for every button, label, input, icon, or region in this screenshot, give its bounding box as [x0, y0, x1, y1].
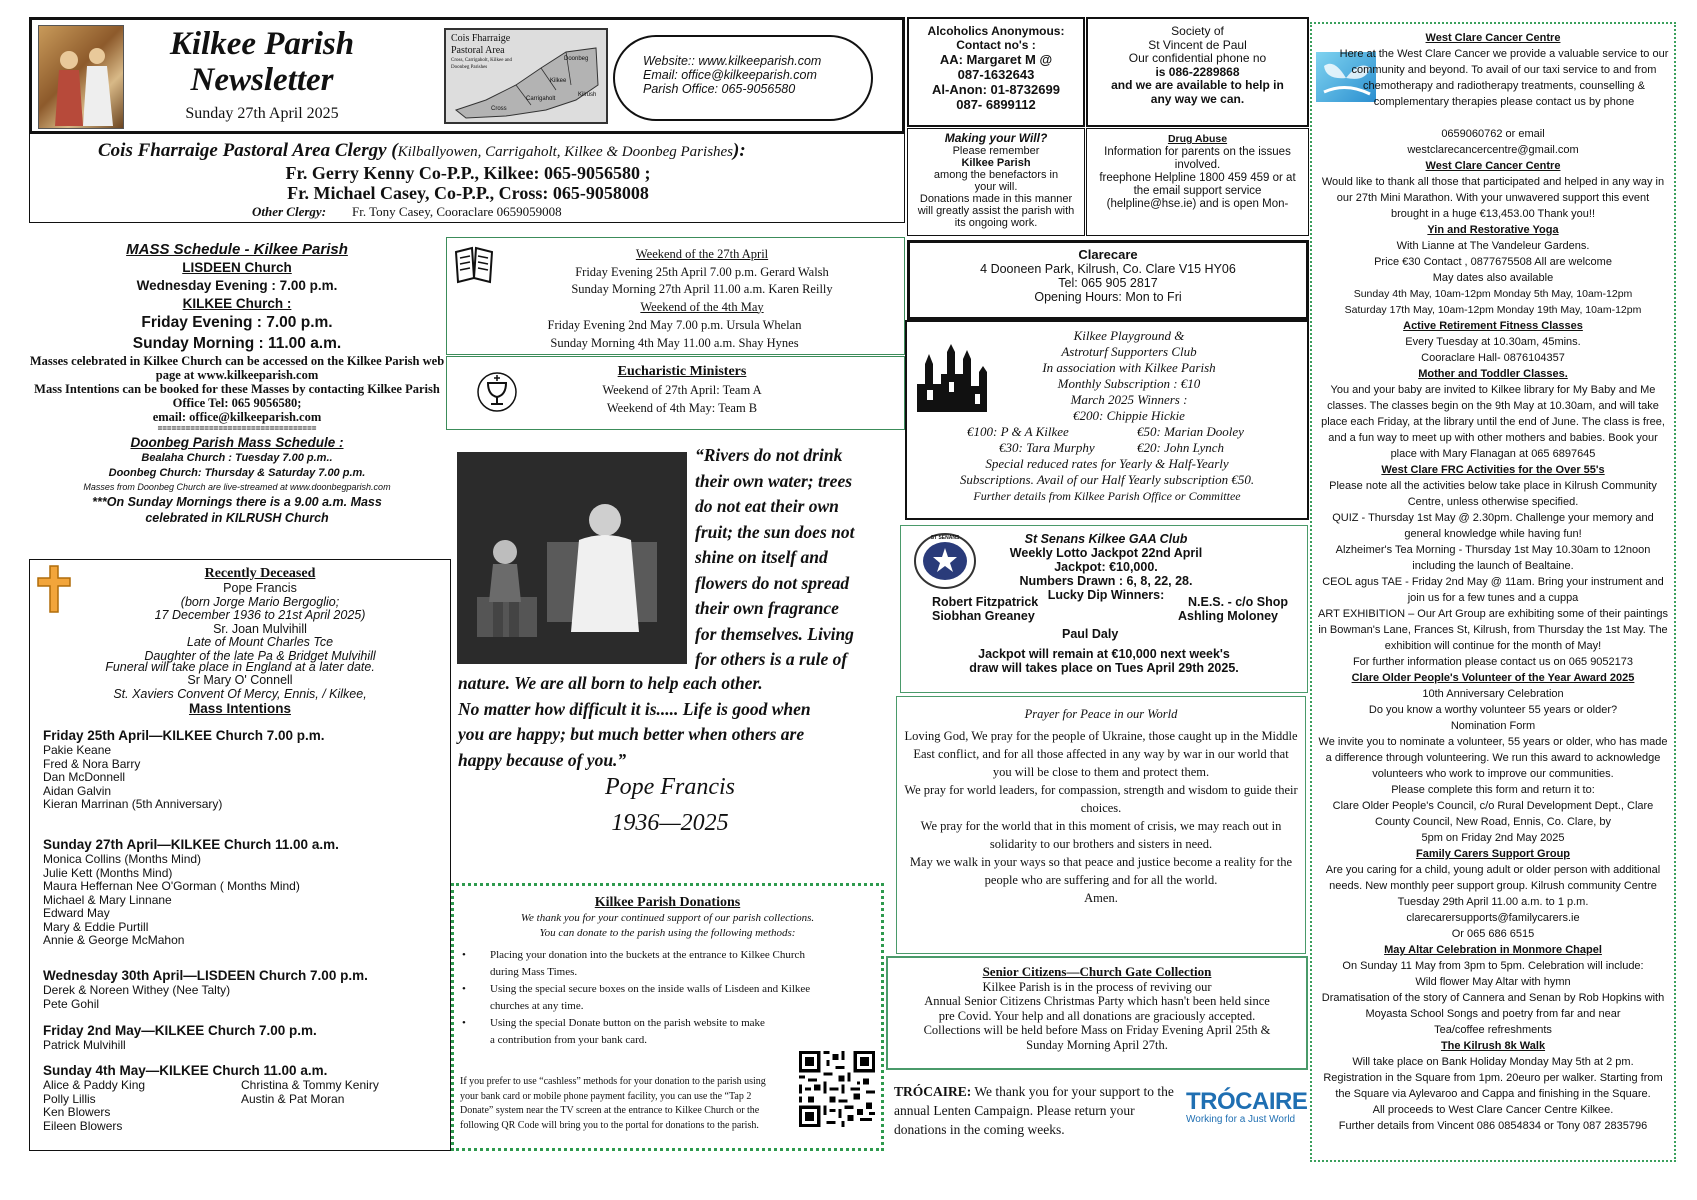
volunteer-line7: 5pm on Friday 2nd May 2025 [1421, 832, 1565, 844]
frc-title: West Clare FRC Activities for the Over 55's [1381, 464, 1605, 476]
playground-winner: €100: P & A Kilkee [967, 424, 1069, 439]
other-clergy: Other Clergy: Fr. Tony Casey, Cooraclare 0659059008 [252, 204, 562, 219]
mass-note-2: Mass Intentions can be booked for these Masses by contacting Kilkee Parish Office Tel: 065 9056580; [34, 382, 440, 410]
senior-line5: Sunday Morning April 27th. [1026, 1037, 1168, 1052]
prayer-title: Prayer for Peace in our World [1024, 707, 1178, 721]
intentions-group-3: Wednesday 30th April—LISDEEN Church 7.00 p.m. Derek & Noreen Withey (Nee Talty) Pete Gohil [43, 968, 368, 1011]
intention-name: Annie & George McMahon [43, 933, 185, 947]
trocaire-text: TRÓCAIRE: We thank you for your support to the annual Lenten Campaign. Please return your donations in the coming weeks. [894, 1084, 1174, 1137]
intention-name: Ken Blowers [43, 1105, 111, 1119]
intentions-group-2: Sunday 27th April—KILKEE Church 11.00 a.m. Monica Collins (Months Mind) Julie Kett (Months Mind) Maura Heffernan Nee O'Gorman ( Months Mind) Michael & Mary Linnane Edward May Mary & Eddie Purtill Annie & George McMahon [43, 837, 339, 947]
playground-winner: €50: Marian Dooley [1137, 424, 1244, 439]
playground-line4: Monthly Subscription : €10 [1057, 376, 1201, 391]
intention-name: Michael & Mary Linnane [43, 892, 172, 907]
volunteer-title: Clare Older People's Volunteer of the Year Award 2025 [1351, 672, 1635, 684]
donations-intro-2: You can donate to the parish using the following methods: [539, 927, 796, 939]
senior-line2: Annual Senior Citizens Christmas Party which hasn't been held since [924, 994, 1270, 1008]
will-line2: Please remember [952, 145, 1040, 157]
deceased-2-line1: Late of Mount Charles Tce [186, 635, 334, 649]
mass-schedule [29, 240, 445, 526]
prayer-p4: May we walk in your ways so that peace and justice become a reality for the people who are suffering and for all the world. [909, 855, 1293, 887]
intention-name: Edward May [43, 906, 110, 920]
aa-line5: Al-Anon: 01-8732699 [932, 82, 1060, 97]
gaa-line2: Weekly Lotto Jackpot 22nd April [1009, 546, 1203, 560]
yoga-line1: With Lianne at The Vandeleur Gardens. [1396, 240, 1590, 252]
playground-winner: €20: John Lynch [1137, 440, 1224, 455]
donations-footer: If you prefer to use “cashless” methods for your donation to the parish using your bank card or mobile phone payment facility, you can use the “Tap 2 Donate” system near the TV screen at the entrance to Kilkee Church or the following QR Code will bring you to the portal for donations to the parish. [460, 1076, 766, 1131]
kilkee-sunday: Sunday Morning : 11.00 a.m. [132, 335, 342, 352]
gaa-winner: Robert Fitzpatrick [932, 595, 1039, 609]
frc-line1: Please note all the activities below take place in Kilrush Community Centre, unless otherwise specified. [1329, 480, 1657, 508]
gaa-winner: Siobhan Greaney [932, 609, 1035, 623]
deceased-2-name: Sr. Joan Mulvihill [213, 621, 307, 636]
deceased-3-name: Sr Mary O' Connell [187, 673, 293, 687]
svp-line2: St Vincent de Paul [1148, 37, 1247, 52]
quote-author: Pope Francis [605, 774, 735, 800]
drug-title: Drug Abuse [1167, 133, 1228, 145]
senior-title: Senior Citizens—Church Gate Collection [982, 964, 1212, 979]
mother-toddler-title: Mother and Toddler Classes. [1418, 368, 1568, 380]
will-box [907, 128, 1085, 236]
walk-line3: All proceeds to West Clare Cancer Centre Kilkee. [1372, 1104, 1614, 1116]
office-phone: Parish Office: 065-9056580 [643, 82, 796, 96]
ministers-title: Eucharistic Ministers [617, 364, 747, 379]
aa-line3: AA: Margaret M @ [939, 52, 1053, 67]
readers-week1-line1: Friday Evening 25th April 7.00 p.m. Gerard Walsh [575, 264, 829, 279]
aa-box [907, 17, 1085, 127]
yoga-line5: Saturday 17th May, 10am-12pm Monday 19th May, 10am-12pm [1344, 304, 1642, 316]
intention-name: Julie Kett (Months Mind) [43, 865, 173, 880]
doonbeg-1: Bealaha Church : Tuesday 7.00 p.m.. [141, 452, 333, 464]
carers-phone: Or 065 686 6515 [1451, 928, 1535, 940]
map-label-carrigaholt: Carrigaholt [526, 96, 556, 102]
readers-box [446, 237, 905, 355]
intention-name: Dan McDonnell [43, 770, 126, 784]
senior-line1: Kilkee Parish is in the process of reviving our [982, 979, 1212, 994]
intention-name: Alice & Paddy King [43, 1078, 146, 1092]
deceased-2-line2: Daughter of the late Pa & Bridget Mulvihill [144, 648, 376, 663]
intention-name: Eileen Blowers [43, 1118, 123, 1133]
readers-week2-title: Weekend of the 4th May [640, 299, 764, 314]
volunteer-line4: We invite you to nominate a volunteer, 55 years or older, who has made a difference through volunteering. We run this award to acknowledge volunteers who work to improve our communities. [1318, 736, 1668, 780]
donations-intro-1: We thank you for your continued support of our parish collections. [520, 912, 815, 924]
deceased-box [29, 559, 451, 1151]
frc-line5: ART EXHIBITION – Our Art Group are exhibiting some of their paintings in Bowman's Lane, Frances St, Kilrush, from Thursday the 1st May. The exhibition will continue for the month of May! [1318, 608, 1668, 652]
senior-line3: pre Covid. Your help and all donations are graciously accepted. [938, 1008, 1256, 1023]
wccc-title: West Clare Cancer Centre [1425, 32, 1561, 44]
altar-line4: Tea/coffee refreshments [1434, 1024, 1552, 1036]
doonbeg-4: ***On Sunday Mornings there is a 9.00 a.m. Mass [92, 495, 382, 509]
map-label-cross: Cross [491, 106, 507, 112]
playground-line3: In association with Kilkee Parish [1042, 360, 1216, 375]
volunteer-line3: Nomination Form [1450, 720, 1536, 732]
lisdeen-heading: LISDEEN Church [182, 260, 292, 275]
fitness-line1: Every Tuesday at 10.30am, 45mins. [1405, 336, 1581, 348]
pastoral-area-map [444, 28, 608, 124]
drug-box [1086, 128, 1309, 236]
chalice-icon [477, 371, 517, 418]
gaa-winner: Ashling Moloney [1178, 609, 1278, 623]
gaa-line7: draw will takes place on Tues April 29th 2025. [969, 661, 1239, 675]
svp-line3: Our confidential phone no [1128, 51, 1267, 65]
deceased-1-name: Pope Francis [223, 581, 297, 595]
will-line1: Making your Will? [944, 131, 1048, 145]
aa-line2: Contact no's : [956, 38, 1036, 52]
intention-name: Maura Heffernan Nee O'Gorman ( Months Mind) [43, 879, 300, 893]
altar-line3: Dramatisation of the story of Cannera and Senan by Rob Hopkins with Moyasta School Songs and poetry from far and near [1321, 992, 1665, 1020]
clarecare-title: Clarecare [1078, 247, 1138, 262]
altar-title: May Altar Celebration in Monmore Chapel [1384, 944, 1602, 956]
readers-week1-title: Weekend of the 27th April [635, 247, 769, 261]
aa-line6: 087- 6899112 [956, 97, 1036, 112]
clarecare-line3: Opening Hours: Mon to Fri [1034, 290, 1182, 304]
kilkee-friday: Friday Evening : 7.00 p.m. [141, 314, 333, 331]
donation-method: • Using the special secure boxes on the inside walls of Lisdeen and Kilkee churches at any time. [462, 983, 811, 1012]
walk-line2: Registration in the Square from 1pm. 20euro per walker. Starting from the Square via Aylevaroo and Cappa and finishing in the Square. [1323, 1072, 1663, 1100]
mass-note-1: Masses celebrated in Kilkee Church can be accessed on the Kilkee Parish web page at www.kilkeeparish.com [29, 354, 445, 382]
gaa-box [900, 525, 1308, 693]
svp-line5: and we are available to help in [1111, 78, 1284, 92]
prayer-p3: We pray for the world that in this moment of crisis, we may reach out in solidarity to our brothers and sisters in need. [920, 819, 1282, 851]
map-title-1: Cois Fharraige [451, 33, 511, 44]
map-caption: Cross, Carrigaholt, Kilkee and Doonbeg Parishes [451, 58, 512, 70]
carers-email[interactable]: clarecarersupports@familycarers.ie [1406, 912, 1580, 924]
senior-line4: Collections will be held before Mass on Friday Evening April 25th & [923, 1023, 1271, 1037]
quote-years: 1936—2025 [611, 810, 729, 836]
doonbeg-3: Masses from Doonbeg Church are live-streamed at www.doonbegparish.com [83, 482, 391, 492]
prayer-p5: Amen. [1084, 891, 1118, 905]
trocaire-logo: TRÓCAIRE Working for a Just World [1186, 1088, 1308, 1125]
gaa-badge-text: ST SENANS [930, 535, 960, 541]
clarecare-line1: 4 Dooneen Park, Kilrush, Co. Clare V15 HY06 [980, 262, 1236, 276]
deceased-2-line3: Funeral will take place in England at a later date. [105, 660, 375, 674]
volunteer-line6: Clare Older People's Council, c/o Rural Development Dept., Clare County Council, New Road, Ennis, Co. Clare, by [1332, 800, 1654, 828]
intention-name: Derek & Noreen Withey (Nee Talty) [43, 983, 231, 997]
fitness-line2: Cooraclare Hall- 0876104357 [1421, 352, 1565, 364]
will-line5: your will. [974, 181, 1018, 193]
wccc-p1: Here at the West Clare Cancer we provide a valuable service to our community and beyond. To avail of our taxi service to and from chemotherapy and radiotherapy treatments, counselling & complementary therapies please contact us by phone [1339, 48, 1669, 108]
intention-name: Pete Gohil [43, 996, 100, 1011]
playground-line2: Astroturf Supporters Club [1061, 344, 1197, 359]
quote-text-full: nature. We are all born to help each other. No matter how difficult it is..... Life is good when you are happy; but much better when others are happy because of you.” [458, 673, 811, 770]
frc-line3: Alzheimer's Tea Morning - Thursday 1st May 10.30am to 12noon including the launch of Bealtaine. [1335, 544, 1651, 572]
volunteer-line5: Please complete this form and return it to: [1391, 784, 1595, 796]
volunteer-line2: Do you know a worthy volunteer 55 years or older? [1368, 704, 1618, 716]
clergy-line-2: Fr. Michael Casey, Co-P.P., Cross: 065-9058008 [287, 183, 649, 203]
ministers-box [446, 356, 905, 430]
volunteer-line1: 10th Anniversary Celebration [1422, 688, 1564, 700]
will-line3: Kilkee Parish [961, 157, 1031, 169]
readers-week2-line1: Friday Evening 2nd May 7.00 p.m. Ursula Whelan [547, 318, 802, 332]
senior-box [886, 956, 1308, 1070]
quote-text-right: “Rivers do not drink their own water; trees do not eat their own fruit; the sun does not shine on itself and flowers do not spread their own fragrance for themselves. Living for others is a rule of [695, 445, 855, 669]
doonbeg-title: Doonbeg Parish Mass Schedule : [130, 435, 344, 450]
frc-line4: CEOL agus TAE - Friday 2nd May @ 11am. Bring your instrument and join us for a few tunes and a cuppa [1322, 576, 1664, 604]
prayer-box [896, 696, 1306, 954]
frc-line6: For further information please contact us on 065 9052173 [1352, 656, 1634, 668]
yoga-title: Yin and Restorative Yoga [1427, 224, 1559, 236]
wccc-box [1310, 22, 1676, 1162]
yoga-line3: May dates also available [1432, 272, 1554, 284]
ministers-line2: Weekend of 4th May: Team B [606, 401, 758, 415]
clergy-line-1: Fr. Gerry Kenny Co-P.P., Kilkee: 065-9056580 ; [285, 163, 651, 183]
gaa-line4: Numbers Drawn : 6, 8, 22, 28. [1019, 574, 1193, 588]
wccc-title-2: West Clare Cancer Centre [1425, 160, 1561, 172]
playground-line9: Special reduced rates for Yearly & Half-Yearly [985, 456, 1229, 471]
gaa-line3: Jackpot: €10,000. [1054, 560, 1158, 574]
intention-name: Austin & Pat Moran [241, 1091, 345, 1106]
wccc-phone: 0659060762 or email [1441, 128, 1545, 140]
altar-line2: Wild flower May Altar with hymn [1415, 976, 1571, 988]
readers-week2-line2: Sunday Morning 4th May 11.00 a.m. Shay Hynes [550, 335, 799, 350]
intention-name: Polly Lillis [43, 1091, 96, 1106]
mass-schedule-title: MASS Schedule - Kilkee Parish [126, 241, 348, 258]
donation-method: • Using the special Donate button on the parish website to make a contribution from your bank card. [462, 1017, 765, 1046]
gaa-line1: St Senans Kilkee GAA Club [1024, 532, 1188, 546]
intention-name: Pakie Keane [43, 743, 112, 757]
prayer-p1: Loving God, We pray for the people of Ukraine, those caught up in the Middle East conflict, and for all those affected in any way by war in our world that you will be close to them and protect them. [904, 729, 1298, 779]
drug-line2: freephone Helpline 1800 459 459 or at the email support service (helpline@hse.ie) and is open Mon- [1099, 172, 1296, 210]
doonbeg-5: celebrated in KILRUSH Church [145, 511, 329, 525]
ministers-line1: Weekend of 27th April: Team A [602, 383, 762, 397]
newsletter-date: Sunday 27th April 2025 [185, 105, 339, 122]
bible-icon [452, 244, 496, 289]
qr-code[interactable] [799, 1051, 875, 1127]
walk-line4: Further details from Vincent 086 0854834 or Tony 087 2835796 [1338, 1120, 1648, 1132]
intentions-group-5: Sunday 4th May—KILKEE Church 11.00 a.m. Alice & Paddy King Polly Lillis Ken Blowers Eileen Blowers Christina & Tommy Keniry Austin & Pat Moran [43, 1063, 443, 1133]
walk-title: The Kilrush 8k Walk [1440, 1040, 1546, 1052]
deceased-3-line1: St. Xaviers Convent Of Mercy, Ennis, / Kilkee, [113, 686, 367, 701]
gaa-crest-icon [913, 532, 977, 595]
altar-line1: On Sunday 11 May from 3pm to 5pm. Celebration will include: [1342, 960, 1644, 972]
playground-box [905, 320, 1309, 520]
deceased-1-line2: 17 December 1936 to 21st April 2025) [154, 608, 366, 622]
will-line4: among the benefactors in [933, 169, 1059, 181]
playground-line6: €200: Chippie Hickie [1073, 408, 1185, 423]
mother-toddler-text: You and your baby are invited to Kilkee library for My Baby and Me classes. The classes begin on the 9th May at 10.30am, and will take place each Friday, at the library until the end of June. The class is free, and a fun way to meet up with other mothers and babies. Book your place with Mary Flanagan at 065 6897645 [1321, 384, 1665, 460]
newsletter-title: Kilkee Parish Newsletter [169, 26, 355, 98]
prayer-p2: We pray for world leaders, for compassion, strength and wisdom to guide their choices. [904, 783, 1298, 815]
wccc-email[interactable]: westclarecancercentre@gmail.com [1407, 144, 1579, 156]
carers-title: Family Carers Support Group [1415, 848, 1571, 860]
donations-box [451, 883, 884, 1151]
mass-note-3: email: office@kilkeeparish.com [152, 410, 322, 424]
yoga-line4: Sunday 4th May, 10am-12pm Monday 5th May, 10am-12pm [1353, 288, 1633, 300]
svp-line1: Society of [1171, 24, 1224, 38]
intention-name: Aidan Galvin [43, 783, 112, 798]
donation-method: • Placing your donation into the buckets at the entrance to Kilkee Church during Mass Times. [462, 949, 805, 978]
wccc-p2: Would like to thank all those that participated and helped in any way in our 27th Mini Marathon. With your unwavered support this event brought in a huge €13,453.00 Thank you!! [1321, 176, 1665, 220]
svp-box [1086, 17, 1309, 127]
cross-icon [34, 564, 74, 619]
masthead [29, 17, 905, 134]
svp-line6: any way we can. [1150, 91, 1245, 106]
map-title-2: Pastoral Area [451, 45, 505, 56]
readers-week1-line2: Sunday Morning 27th April 11.00 a.m. Karen Reilly [571, 282, 833, 296]
playground-winner: €30: Tara Murphy [999, 440, 1095, 455]
contact-oval [613, 35, 873, 121]
drug-line1: Information for parents on the issues involved. [1104, 146, 1291, 171]
yoga-line2: Price €30 Contact , 0877675508 All are welcome [1374, 256, 1612, 268]
frc-line2: QUIZ - Thursday 1st May @ 2.30pm. Challenge your memory and general knowledge while having fun! [1332, 512, 1654, 540]
playground-line10: Subscriptions. Avail of our Half Yearly subscription €50. [959, 472, 1255, 487]
intentions-title: Mass Intentions [188, 701, 291, 716]
intention-name: Mary & Eddie Purtill [43, 919, 149, 934]
clergy-box [29, 134, 905, 223]
castle-icon [915, 344, 995, 419]
doonbeg-2: Doonbeg Church: Thursday & Saturday 7.00 p.m. [108, 467, 366, 479]
walk-line1: Will take place on Bank Holiday Monday May 5th at 2 pm. [1352, 1056, 1634, 1068]
gaa-winner: N.E.S. - c/o Shop [1187, 595, 1288, 609]
pope-photo [457, 452, 687, 664]
svp-line4: is 086-2289868 [1155, 64, 1240, 79]
clarecare-box [907, 240, 1309, 320]
intention-name: Christina & Tommy Keniry [241, 1078, 379, 1092]
playground-line1: Kilkee Playground & [1073, 328, 1185, 343]
aa-line4: 087-1632643 [957, 67, 1035, 82]
intention-name: Monica Collins (Months Mind) [43, 852, 202, 866]
intention-name: Patrick Mulvihill [43, 1038, 126, 1052]
intentions-group-4: Friday 2nd May—KILKEE Church 7.00 p.m. Patrick Mulvihill [43, 1023, 317, 1052]
masthead-image [38, 25, 124, 129]
deceased-title: Recently Deceased [204, 566, 316, 581]
clergy-heading: Cois Fharraige Pastoral Area Clergy (Kilballyowen, Carrigaholt, Kilkee & Doonbeg Parishes): [98, 140, 746, 161]
playground-line5: March 2025 Winners : [1070, 392, 1188, 407]
intention-name: Fred & Nora Barry [43, 756, 141, 771]
gaa-winner: Paul Daly [1062, 627, 1119, 641]
email-link[interactable]: Email: office@kilkeeparish.com [643, 68, 817, 82]
map-label-doonbeg: Doonbeg [564, 56, 589, 62]
aa-line1: Alcoholics Anonymous: [927, 24, 1065, 38]
will-line6: Donations made in this manner will greatly assist the parish with its ongoing work. [917, 193, 1075, 229]
donations-title: Kilkee Parish Donations [594, 895, 741, 910]
map-label-kilrush: Kilrush [578, 92, 597, 98]
intentions-group-1: Friday 25th April—KILKEE Church 7.00 p.m. Pakie Keane Fred & Nora Barry Dan McDonnell Aidan Galvin Kieran Marrinan (5th Anniversary) [43, 728, 325, 811]
fitness-title: Active Retirement Fitness Classes [1403, 320, 1583, 332]
lisdeen-time: Wednesday Evening : 7.00 p.m. [136, 278, 338, 293]
map-label-kilkee: Kilkee [550, 78, 567, 84]
kilkee-heading: KILKEE Church : [182, 296, 292, 311]
website-link[interactable]: Website:: www.kilkeeparish.com [643, 54, 822, 68]
carers-line1: Are you caring for a child, young adult or older person with additional needs. New monthly peer support group. Kilrush community Centre Tuesday 29th April 11.00 a.m. to 1 p.m. [1325, 864, 1661, 908]
divider: ================================== [157, 424, 317, 433]
deceased-1-line1: (born Jorge Mario Bergoglio; [180, 594, 340, 609]
clarecare-line2: Tel: 065 905 2817 [1058, 276, 1158, 290]
gaa-line6: Jackpot will remain at €10,000 next week's [978, 647, 1230, 661]
gaa-line5: Lucky Dip Winners: [1047, 588, 1165, 602]
intention-name: Kieran Marrinan (5th Anniversary) [43, 797, 223, 811]
playground-line11: Further details from Kilkee Parish Office or Committee [973, 489, 1241, 503]
